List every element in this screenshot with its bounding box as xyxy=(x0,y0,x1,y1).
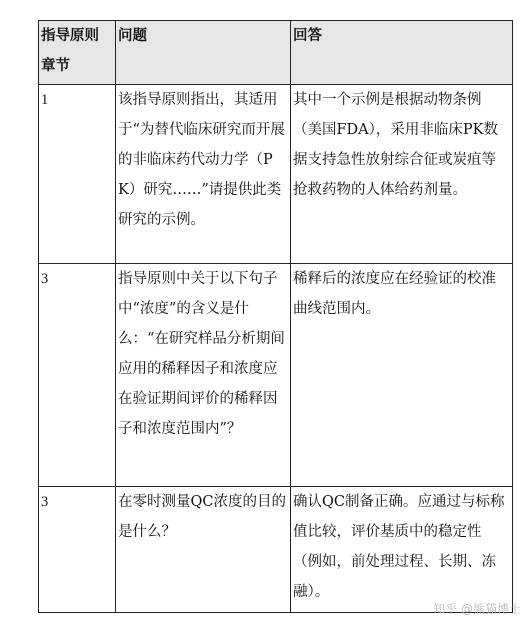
watermark: 知乎 @熊猫博士 xyxy=(433,602,521,616)
header-row xyxy=(39,21,513,85)
question-cell: 在零时测量QC浓度的目的是什么？ xyxy=(116,487,291,613)
chapter-cell: 3 xyxy=(39,487,116,613)
answer-cell: 其中一个示例是根据动物条例（美国FDA），采用非临床PK数据支持急性放射综合征或炭疽等抢救药物的人体给药剂量。 xyxy=(291,85,513,264)
table-row xyxy=(39,487,513,613)
question-cell: 指导原则中关于以下句子中“浓度”的含义是什么：“在研究样品分析期间应用的稀释因子和浓度应在验证期间评价的稀释因子和浓度范围内”？ xyxy=(116,264,291,487)
faq-table xyxy=(38,20,513,613)
answer-cell: 确认QC制备正确。应通过与标称值比较，评价基质中的稳定性（例如，前处理过程、长期、冻融）。 xyxy=(291,487,513,613)
chapter-cell: 3 xyxy=(39,264,116,487)
chapter-cell: 1 xyxy=(39,85,116,264)
table-row xyxy=(39,85,513,264)
header-chapter: 指导原则章节 xyxy=(39,21,116,85)
question-cell: 该指导原则指出，其适用于“为替代临床研究而开展的非临床药代动力学（PK）研究……”请提供此类研究的示例。 xyxy=(116,85,291,264)
header-answer: 回答 xyxy=(291,21,513,85)
answer-cell: 稀释后的浓度应在经验证的校准曲线范围内。 xyxy=(291,264,513,487)
header-question: 问题 xyxy=(116,21,291,85)
table-row xyxy=(39,264,513,487)
